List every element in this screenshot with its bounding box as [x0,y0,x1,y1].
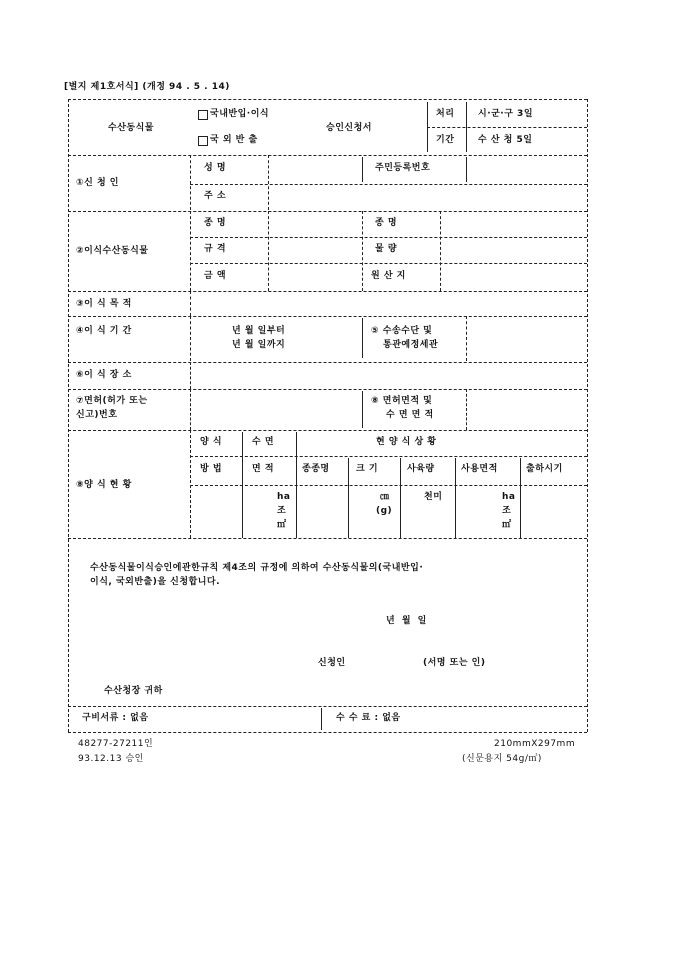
required-docs: 구비서류 : 없음 [82,713,149,723]
col-line [466,389,467,430]
period-from: 년 월 일부터 [232,326,286,336]
title-center: 승인신청서 [326,123,372,133]
transport-label-1: ⑤ 수송수단 및 [371,326,433,336]
row-line [190,485,587,486]
area-label-2: 수 면 면 적 [386,410,434,420]
applicant-sign-label: 신청인 [318,658,346,668]
col-line [362,391,363,428]
col-line [400,458,401,538]
col-species: 종종명 [302,464,330,474]
col-line [190,211,191,291]
col-line [348,458,349,538]
form-code: 48277-27211인 [78,739,154,749]
row-line [190,237,587,238]
applicant-label: ①신 청 인 [76,178,119,188]
species-amount-label: 금 액 [204,271,227,281]
transport-label-2: 통관예정세관 [383,340,439,350]
col-line [362,211,363,291]
name-label: 성 명 [204,163,227,173]
reg-no-label: 주민등록번호 [375,163,431,173]
col-line [190,430,191,538]
status-title: 현 양 식 상 황 [376,437,437,447]
title-option1: 국내반입·이식 [210,109,270,119]
col-line [362,318,363,358]
unit-qty: 천미 [424,492,443,502]
unit-area-ha: ha [502,492,516,502]
form-reference: [별지 제1호서식] (개정 94 . 5 . 14) [64,82,230,92]
frame-bottom [68,732,587,733]
col-size: 크 기 [356,464,379,474]
proc-label-1: 처리 [436,109,455,119]
col-line [455,458,456,538]
row-line [68,389,587,390]
approval-date: 93.12.13 승인 [78,754,144,764]
water-label-2: 면 적 [252,464,275,474]
method-label-1: 양 식 [200,437,223,447]
proc-mid-line [427,127,587,128]
row-line [68,430,587,431]
title-left: 수산동식물 [108,123,154,133]
col-line [466,157,467,182]
unit-area-jo: 조 [502,506,512,516]
row-line [68,538,587,539]
col-line [268,211,269,291]
col-line [440,211,441,291]
addressee: 수산청장 귀하 [104,686,163,696]
species-label: ②이식수산동식물 [76,246,149,256]
row-line [68,155,587,156]
col-stock: 사육량 [407,464,435,474]
purpose-label: ③이 식 목 적 [76,299,132,309]
species-quantity-label: 물 량 [375,244,398,254]
species-type2-label: 종 명 [375,218,398,228]
date-line: 년 월 일 [386,616,429,626]
culture-label: ⑧양 식 현 황 [76,480,132,490]
water-label-1: 수 면 [252,437,275,447]
unit-water-m2: ㎡ [277,520,287,530]
col-used-area: 사용면적 [461,464,498,474]
paper-type: (신문용지 54g/㎡) [462,754,542,764]
col-line [190,155,191,210]
species-size-label: 규 격 [204,244,227,254]
row-line [190,184,587,185]
signature-note: (서명 또는 인) [423,658,486,668]
unit-size-g: (g) [376,506,393,516]
period-to: 년 월 일까지 [232,340,286,350]
proc-value-2: 수 산 청 5일 [478,135,533,145]
row-line [68,211,587,212]
unit-area-m2: ㎡ [502,520,512,530]
area-label-1: ⑧ 면허면적 및 [371,396,433,406]
place-label: ⑥이 식 장 소 [76,370,132,380]
row-line [68,706,587,707]
col-line [362,157,363,182]
title-option2: 국 외 반 출 [210,135,258,145]
frame-right [587,99,588,732]
option1-checkbox[interactable] [198,110,208,120]
declaration-line-2: 이식, 국외반출)을 신청합니다. [90,577,221,587]
species-origin-label: 원 산 지 [371,271,406,281]
fee: 수 수 료 : 없음 [336,713,401,723]
row-line [68,291,587,292]
frame-top [68,99,587,100]
declaration-line-1: 수산동식물이식승인에관한규칙 제4조의 규정에 의하여 수산동식물의(국내반입· [90,563,424,573]
col-line [190,389,191,430]
unit-size-cm: ㎝ [380,492,390,502]
col-line [268,155,269,210]
address-label: 주 소 [204,191,227,201]
paper-size: 210mmX297mm [494,739,576,749]
col-line [321,708,322,730]
proc-value-1: 시·군·구 3일 [478,109,534,119]
col-line [520,458,521,538]
col-line [190,316,191,361]
col-shipping: 출하시기 [526,464,563,474]
option2-checkbox[interactable] [198,136,208,146]
species-type-label: 종 명 [204,218,227,228]
row-line [190,263,587,264]
unit-water-ha: ha [277,492,291,502]
row-line [190,456,587,457]
license-label-1: ⑦면허(허가 또는 [76,396,148,406]
col-line [190,291,191,316]
method-label-2: 방 법 [200,464,223,474]
frame-left [68,99,69,732]
period-label: ④이 식 기 간 [76,326,132,336]
license-label-2: 신고)번호 [76,410,118,420]
proc-label-2: 기간 [436,135,455,145]
row-line [68,362,587,363]
col-line [466,316,467,361]
unit-water-jo: 조 [277,506,287,516]
row-line [68,316,587,317]
col-line [190,362,191,389]
